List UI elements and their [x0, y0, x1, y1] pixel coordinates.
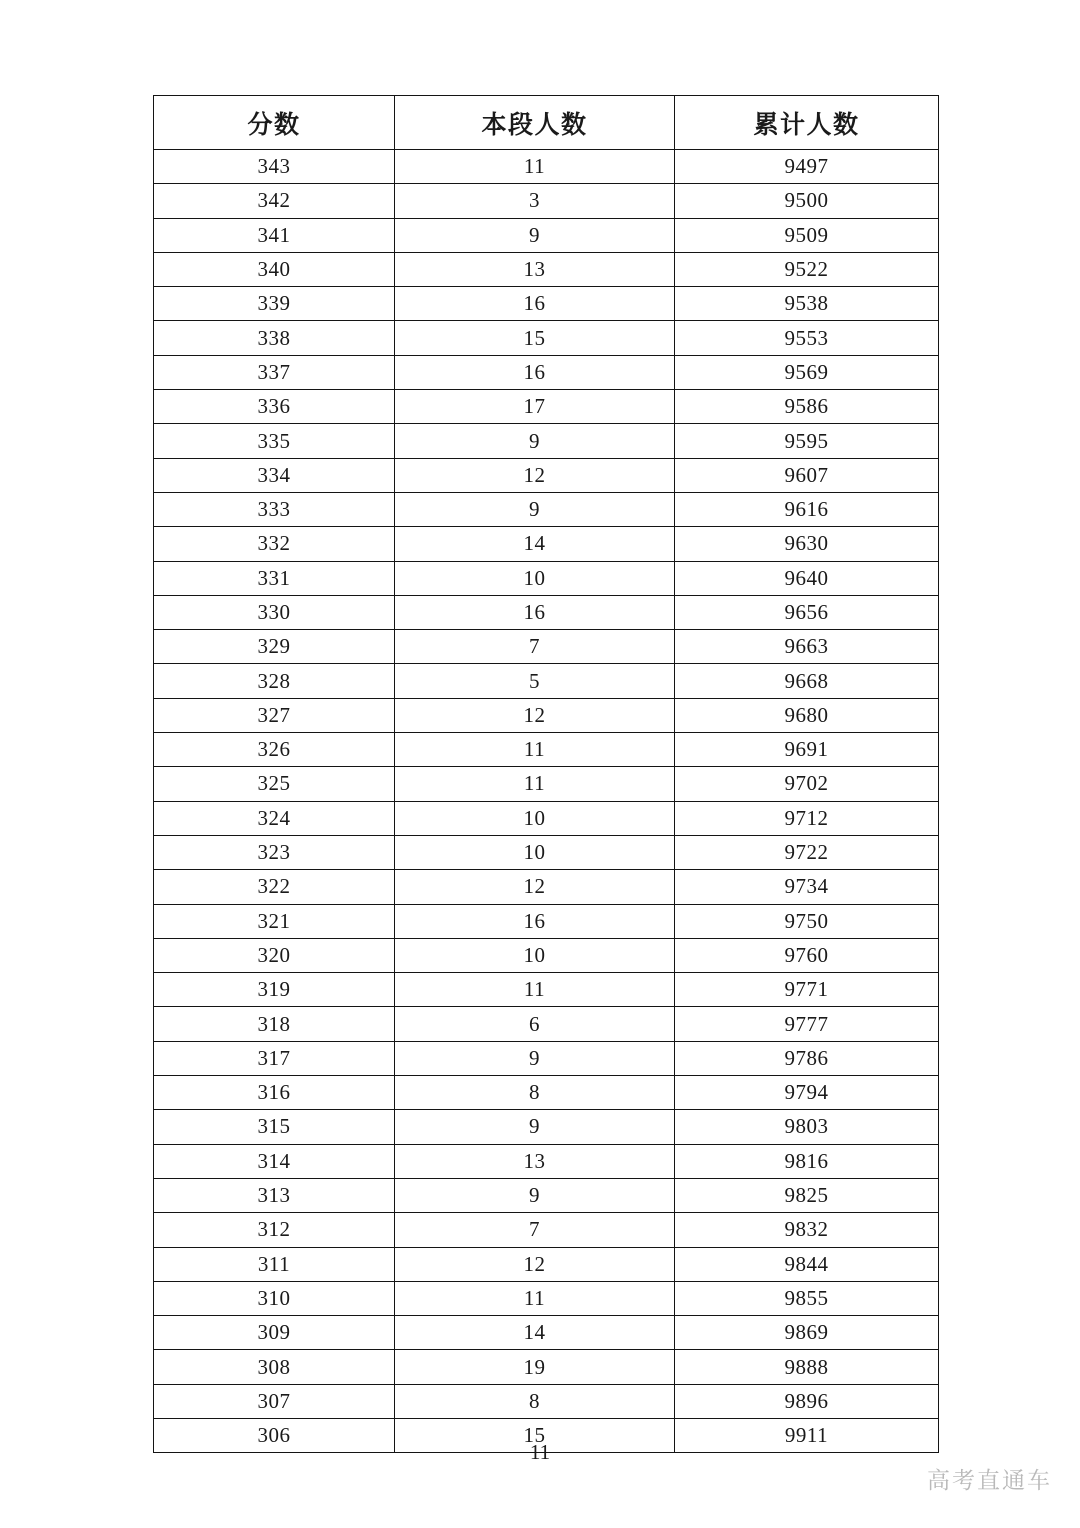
page-number: 11: [529, 1440, 551, 1464]
table-row: [154, 664, 939, 698]
cell-segment-count: 12: [395, 458, 675, 492]
table-row: [154, 801, 939, 835]
table-row: [154, 527, 939, 561]
cell-cumulative-count: 9663: [675, 630, 939, 664]
table-row: [154, 1350, 939, 1384]
cell-cumulative-count: 9656: [675, 595, 939, 629]
cell-score: 330: [154, 595, 395, 629]
cell-score: 343: [154, 150, 395, 184]
cell-score: 337: [154, 355, 395, 389]
cell-cumulative-count: 9777: [675, 1007, 939, 1041]
cell-segment-count: 9: [395, 492, 675, 526]
cell-score: 306: [154, 1418, 395, 1452]
cell-score: 320: [154, 938, 395, 972]
cell-segment-count: 13: [395, 252, 675, 286]
cell-cumulative-count: 9712: [675, 801, 939, 835]
cell-score: 310: [154, 1281, 395, 1315]
cell-cumulative-count: 9616: [675, 492, 939, 526]
cell-segment-count: 9: [395, 218, 675, 252]
cell-segment-count: 10: [395, 938, 675, 972]
table-row: [154, 1178, 939, 1212]
cell-score: 328: [154, 664, 395, 698]
column-header-segment-count: 本段人数: [395, 96, 675, 150]
table-row: [154, 321, 939, 355]
table-row: [154, 767, 939, 801]
table-header-row: [154, 96, 939, 150]
cell-cumulative-count: 9750: [675, 904, 939, 938]
table-row: [154, 698, 939, 732]
cell-cumulative-count: 9832: [675, 1213, 939, 1247]
column-header-score: 分数: [154, 96, 395, 150]
cell-score: 336: [154, 390, 395, 424]
table-row: [154, 733, 939, 767]
table-row: [154, 1007, 939, 1041]
table-row: [154, 835, 939, 869]
cell-segment-count: 11: [395, 973, 675, 1007]
cell-cumulative-count: 9607: [675, 458, 939, 492]
cell-score: 321: [154, 904, 395, 938]
cell-segment-count: 7: [395, 1213, 675, 1247]
cell-segment-count: 10: [395, 561, 675, 595]
cell-cumulative-count: 9816: [675, 1144, 939, 1178]
cell-cumulative-count: 9500: [675, 184, 939, 218]
cell-score: 323: [154, 835, 395, 869]
cell-cumulative-count: 9855: [675, 1281, 939, 1315]
cell-cumulative-count: 9497: [675, 150, 939, 184]
cell-cumulative-count: 9803: [675, 1110, 939, 1144]
cell-score: 329: [154, 630, 395, 664]
table-row: [154, 252, 939, 286]
watermark: 高考直通车: [927, 1468, 1052, 1494]
cell-segment-count: 15: [395, 321, 675, 355]
cell-cumulative-count: 9569: [675, 355, 939, 389]
cell-segment-count: 7: [395, 630, 675, 664]
cell-cumulative-count: 9702: [675, 767, 939, 801]
cell-score: 316: [154, 1076, 395, 1110]
cell-cumulative-count: 9869: [675, 1316, 939, 1350]
cell-segment-count: 14: [395, 1316, 675, 1350]
cell-segment-count: 8: [395, 1076, 675, 1110]
cell-cumulative-count: 9691: [675, 733, 939, 767]
cell-score: 307: [154, 1384, 395, 1418]
cell-segment-count: 10: [395, 801, 675, 835]
cell-segment-count: 12: [395, 1247, 675, 1281]
cell-segment-count: 9: [395, 1178, 675, 1212]
cell-score: 342: [154, 184, 395, 218]
cell-segment-count: 6: [395, 1007, 675, 1041]
table-row: [154, 218, 939, 252]
cell-score: 318: [154, 1007, 395, 1041]
table-row: [154, 973, 939, 1007]
table-row: [154, 184, 939, 218]
cell-segment-count: 11: [395, 1281, 675, 1315]
cell-cumulative-count: 9680: [675, 698, 939, 732]
table-row: [154, 1213, 939, 1247]
cell-cumulative-count: 9630: [675, 527, 939, 561]
cell-segment-count: 17: [395, 390, 675, 424]
cell-segment-count: 8: [395, 1384, 675, 1418]
table-row: [154, 1041, 939, 1075]
score-distribution-table: [153, 95, 939, 1453]
cell-cumulative-count: 9844: [675, 1247, 939, 1281]
cell-segment-count: 12: [395, 698, 675, 732]
cell-cumulative-count: 9553: [675, 321, 939, 355]
cell-segment-count: 16: [395, 355, 675, 389]
cell-segment-count: 14: [395, 527, 675, 561]
table-row: [154, 904, 939, 938]
cell-segment-count: 11: [395, 767, 675, 801]
cell-score: 322: [154, 870, 395, 904]
cell-score: 324: [154, 801, 395, 835]
cell-score: 311: [154, 1247, 395, 1281]
cell-score: 338: [154, 321, 395, 355]
cell-score: 332: [154, 527, 395, 561]
cell-segment-count: 11: [395, 150, 675, 184]
cell-score: 325: [154, 767, 395, 801]
cell-score: 333: [154, 492, 395, 526]
cell-score: 339: [154, 287, 395, 321]
table-row: [154, 1316, 939, 1350]
cell-cumulative-count: 9896: [675, 1384, 939, 1418]
cell-cumulative-count: 9586: [675, 390, 939, 424]
cell-cumulative-count: 9794: [675, 1076, 939, 1110]
table-body: [154, 150, 939, 1453]
table-row: [154, 150, 939, 184]
cell-segment-count: 10: [395, 835, 675, 869]
cell-cumulative-count: 9538: [675, 287, 939, 321]
cell-segment-count: 16: [395, 595, 675, 629]
table-row: [154, 1076, 939, 1110]
table-row: [154, 355, 939, 389]
cell-segment-count: 13: [395, 1144, 675, 1178]
cell-cumulative-count: 9911: [675, 1418, 939, 1452]
cell-segment-count: 16: [395, 904, 675, 938]
cell-segment-count: 19: [395, 1350, 675, 1384]
cell-score: 326: [154, 733, 395, 767]
cell-segment-count: 9: [395, 1110, 675, 1144]
table-row: [154, 870, 939, 904]
cell-cumulative-count: 9771: [675, 973, 939, 1007]
table-row: [154, 1281, 939, 1315]
cell-cumulative-count: 9522: [675, 252, 939, 286]
table-row: [154, 1384, 939, 1418]
table-row: [154, 287, 939, 321]
table-row: [154, 561, 939, 595]
table-row: [154, 1110, 939, 1144]
cell-cumulative-count: 9734: [675, 870, 939, 904]
table-row: [154, 390, 939, 424]
cell-segment-count: 15: [395, 1418, 675, 1452]
cell-segment-count: 12: [395, 870, 675, 904]
cell-score: 312: [154, 1213, 395, 1247]
table-row: [154, 458, 939, 492]
cell-cumulative-count: 9786: [675, 1041, 939, 1075]
cell-score: 319: [154, 973, 395, 1007]
cell-cumulative-count: 9888: [675, 1350, 939, 1384]
cell-score: 313: [154, 1178, 395, 1212]
cell-score: 309: [154, 1316, 395, 1350]
cell-score: 334: [154, 458, 395, 492]
cell-score: 341: [154, 218, 395, 252]
cell-cumulative-count: 9760: [675, 938, 939, 972]
cell-cumulative-count: 9722: [675, 835, 939, 869]
cell-score: 315: [154, 1110, 395, 1144]
cell-segment-count: 16: [395, 287, 675, 321]
table-header: [154, 96, 939, 150]
cell-score: 340: [154, 252, 395, 286]
cell-score: 314: [154, 1144, 395, 1178]
cell-cumulative-count: 9825: [675, 1178, 939, 1212]
cell-segment-count: 9: [395, 424, 675, 458]
column-header-cumulative-count: 累计人数: [675, 96, 939, 150]
cell-score: 331: [154, 561, 395, 595]
table-row: [154, 424, 939, 458]
cell-score: 317: [154, 1041, 395, 1075]
cell-segment-count: 11: [395, 733, 675, 767]
cell-score: 327: [154, 698, 395, 732]
cell-segment-count: 3: [395, 184, 675, 218]
cell-cumulative-count: 9640: [675, 561, 939, 595]
table-row: [154, 492, 939, 526]
table-row: [154, 630, 939, 664]
table-row: [154, 1247, 939, 1281]
cell-cumulative-count: 9595: [675, 424, 939, 458]
cell-segment-count: 5: [395, 664, 675, 698]
cell-score: 308: [154, 1350, 395, 1384]
cell-cumulative-count: 9668: [675, 664, 939, 698]
cell-score: 335: [154, 424, 395, 458]
table-row: [154, 1144, 939, 1178]
cell-segment-count: 9: [395, 1041, 675, 1075]
table-row: [154, 595, 939, 629]
table-row: [154, 938, 939, 972]
cell-cumulative-count: 9509: [675, 218, 939, 252]
